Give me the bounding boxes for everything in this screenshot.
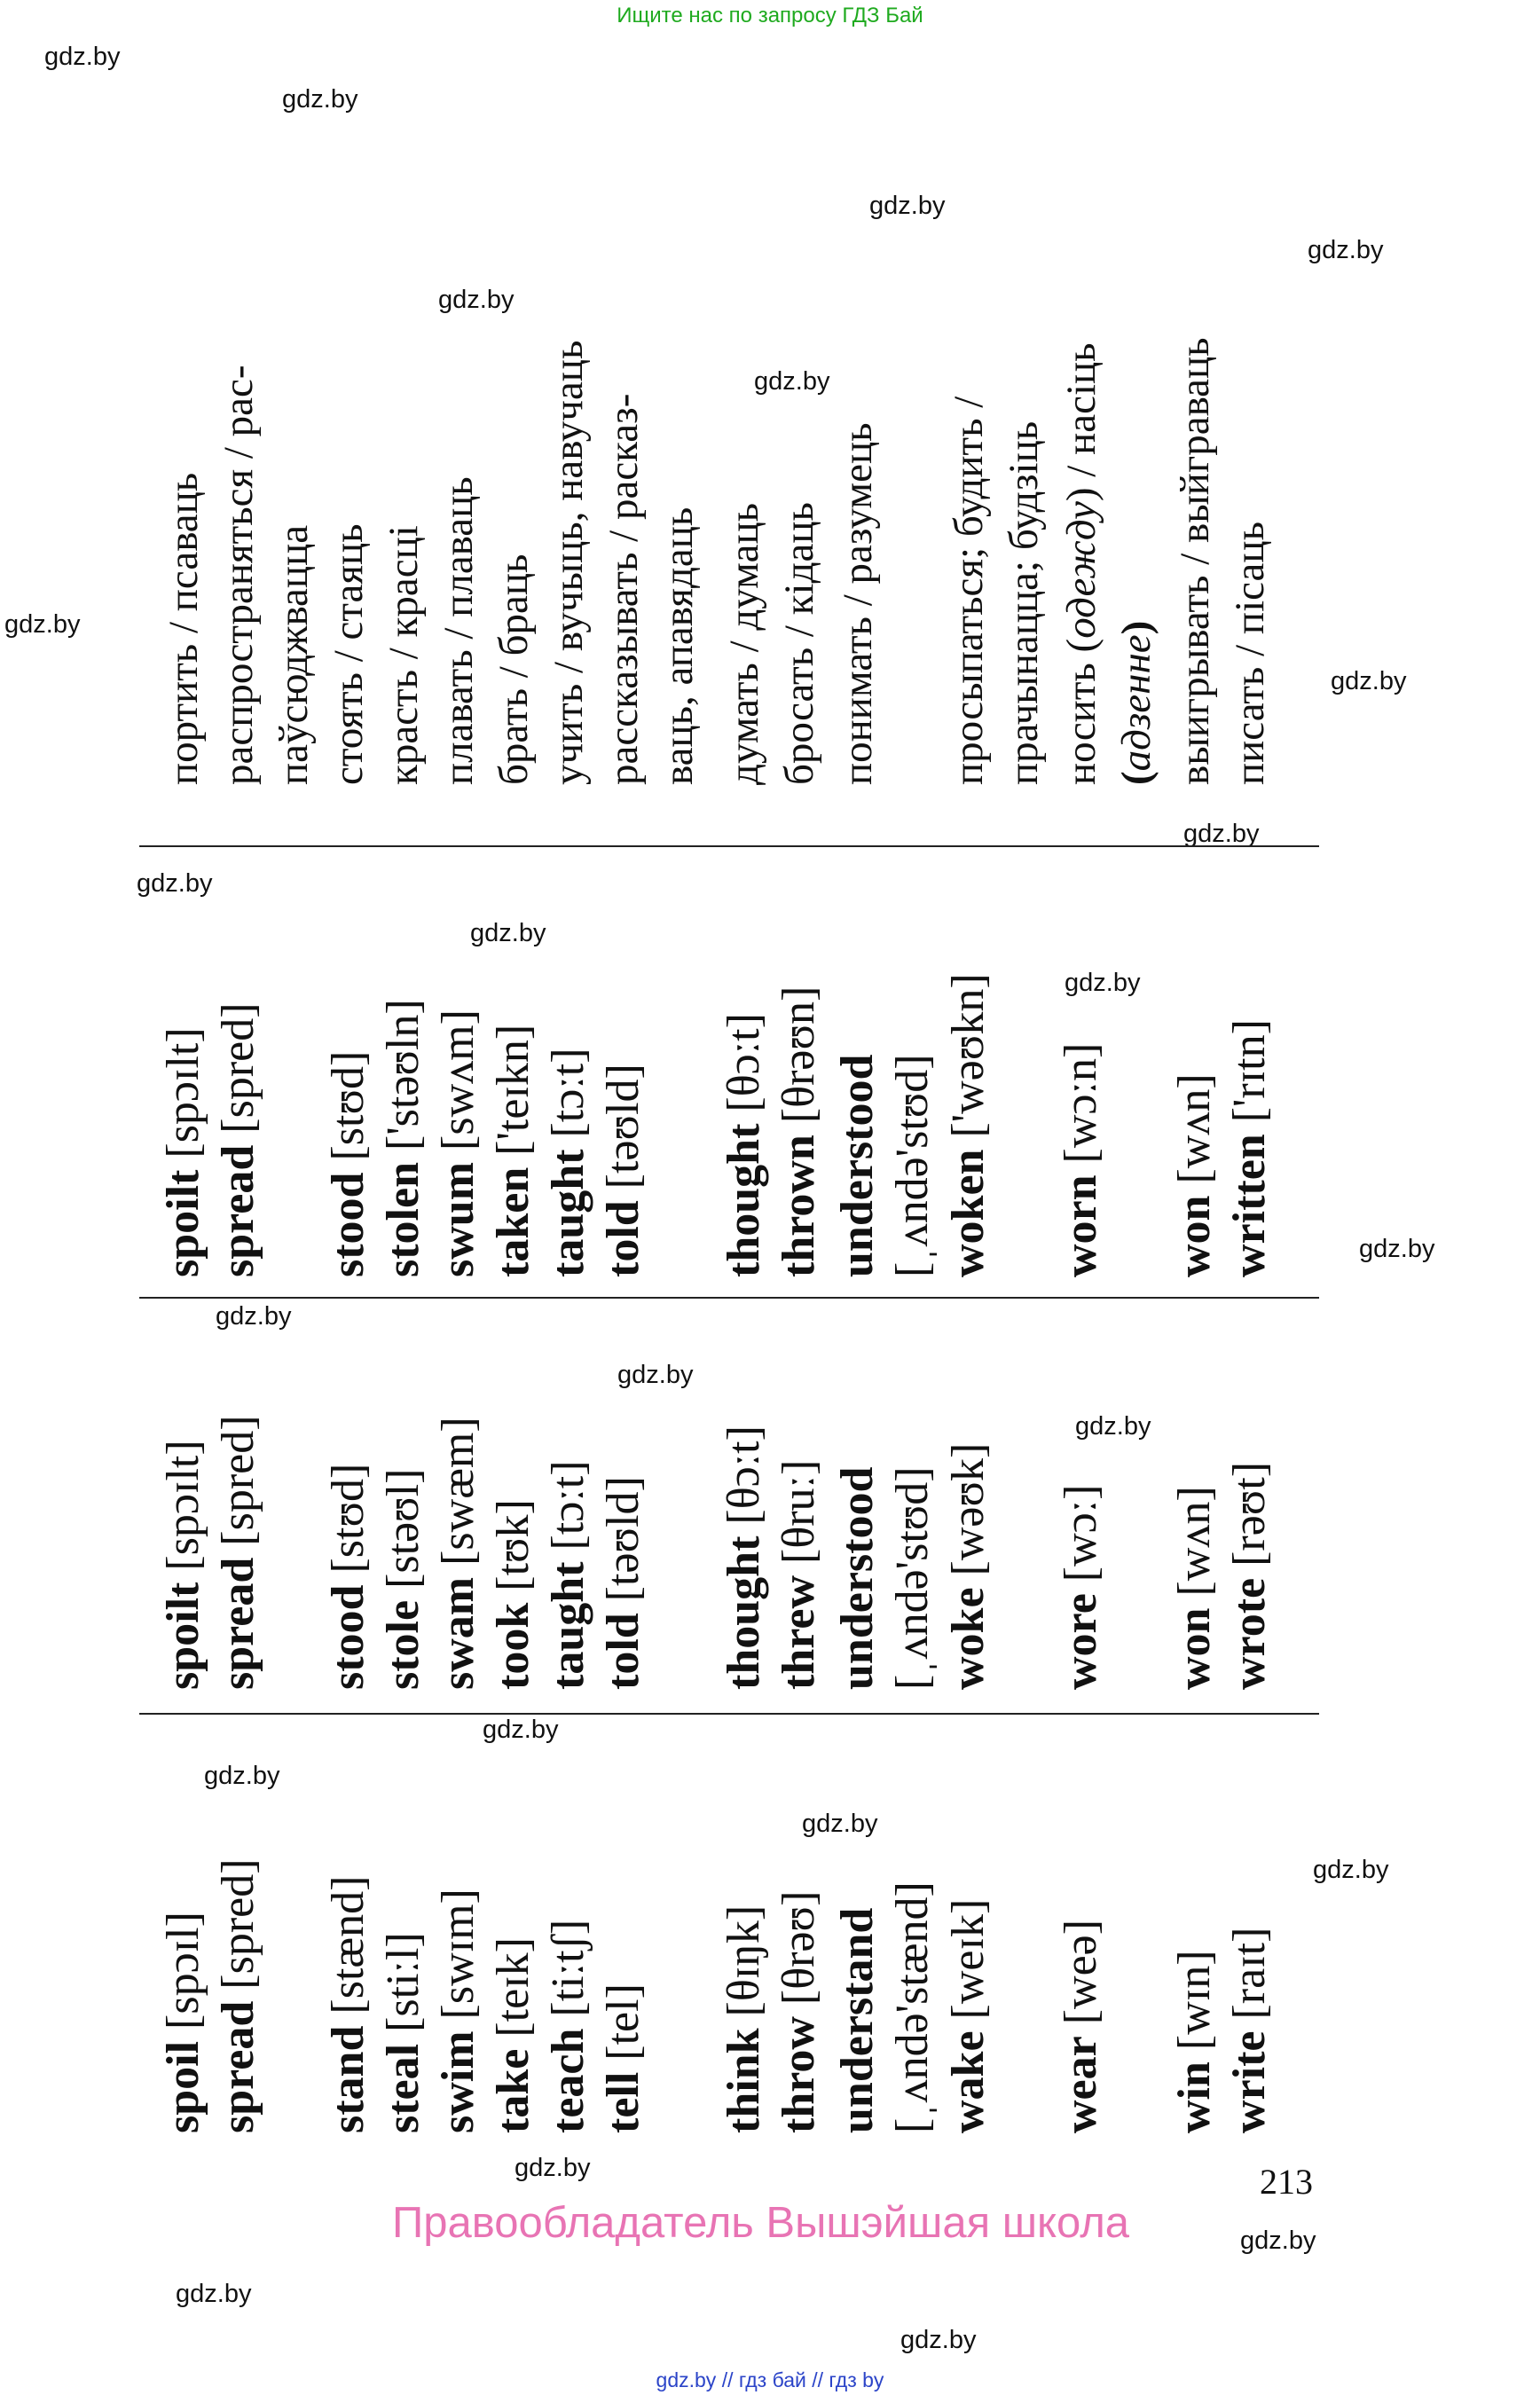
translation: учить / вучыць, навучаць xyxy=(546,340,592,785)
base-form: teach [tiːtʃ] xyxy=(543,1919,593,2133)
watermark: gdz.by xyxy=(204,1762,280,1790)
base-form: swim [swɪm] xyxy=(433,1889,483,2133)
participle-form: thought [θɔːt] xyxy=(719,1013,769,1277)
watermark: gdz.by xyxy=(515,2154,591,2182)
base-form: wear [weə] xyxy=(1056,1919,1106,2133)
past-form: spread [spred] xyxy=(213,1415,263,1690)
past-form: understood xyxy=(832,1466,883,1690)
translation: красть / красці xyxy=(381,525,427,785)
base-form: win [wɪn] xyxy=(1169,1950,1220,2133)
watermark: gdz.by xyxy=(1313,1856,1389,1884)
participle-form: taught [tɔːt] xyxy=(543,1048,593,1277)
translation: плавать / плаваць xyxy=(436,476,482,785)
translation: прачынацца; будзіць xyxy=(1001,420,1047,785)
watermark: gdz.by xyxy=(483,1716,559,1744)
page-number: 213 xyxy=(1260,2162,1313,2202)
watermark: gdz.by xyxy=(869,192,946,220)
translation: понимать / разумець xyxy=(835,422,881,785)
base-form: take [teɪk] xyxy=(488,1937,538,2133)
translation: писать / пісаць xyxy=(1227,521,1273,785)
watermark: gdz.by xyxy=(1331,667,1407,695)
base-form: steal [stiːl] xyxy=(378,1932,428,2133)
participle-form: swum [swʌm] xyxy=(433,1009,483,1277)
participle-form: understood xyxy=(832,1054,883,1277)
watermark: gdz.by xyxy=(617,1361,694,1389)
watermark: gdz.by xyxy=(137,869,213,898)
translation: выигрывать / выйграваць xyxy=(1172,337,1218,785)
participle-form: written ['rɪtn] xyxy=(1224,1019,1275,1277)
participle-form: thrown [θrəʊn] xyxy=(774,986,824,1277)
participle-form: worn [wɔːn] xyxy=(1056,1042,1106,1277)
watermark: gdz.by xyxy=(802,1810,878,1838)
watermark: gdz.by xyxy=(1065,969,1141,997)
base-form: spread [spred] xyxy=(213,1858,263,2133)
translation: просыпаться; будить / xyxy=(946,396,992,785)
watermark: gdz.by xyxy=(1075,1412,1151,1441)
watermark: gdz.by xyxy=(1240,2226,1316,2255)
copyright-notice: Правообладатель Вышэйшая школа xyxy=(392,2199,1130,2247)
watermark: gdz.by xyxy=(4,610,81,639)
past-form: wrote [rəʊt] xyxy=(1224,1461,1275,1690)
watermark: gdz.by xyxy=(1359,1235,1435,1263)
translation: портить / псаваць xyxy=(161,472,207,785)
translation: рассказывать / расказ- xyxy=(601,393,647,785)
base-form: tell [tel] xyxy=(598,1983,648,2133)
translation: (адзенне) xyxy=(1113,620,1159,785)
past-form: stood [stʊd] xyxy=(323,1463,373,1690)
translation: носить (одежду) / насіць xyxy=(1058,342,1104,785)
translation: стоять / стаяць xyxy=(326,523,372,785)
watermark: gdz.by xyxy=(216,1302,292,1331)
past-form: threw [θruː] xyxy=(774,1459,824,1690)
participle-form: stolen ['stəʊln] xyxy=(378,999,428,1277)
watermark: gdz.by xyxy=(1308,236,1384,264)
base-form: stand [stænd] xyxy=(323,1875,373,2133)
past-form: wore [wɔː] xyxy=(1056,1484,1106,1690)
base-form: think [θɪŋk] xyxy=(719,1904,769,2133)
past-form: took [tʊk] xyxy=(488,1499,538,1690)
participle-form: spread [spred] xyxy=(213,1002,263,1277)
watermark: gdz.by xyxy=(470,919,546,947)
past-form: thought [θɔːt] xyxy=(719,1425,769,1690)
base-form: spoil [spɔɪl] xyxy=(158,1912,208,2133)
base-transcription: [ˌʌndə'stænd] xyxy=(887,1881,938,2133)
participle-form: stood [stʊd] xyxy=(323,1050,373,1277)
base-form: throw [θrəʊ] xyxy=(774,1890,824,2133)
base-form: write [raɪt] xyxy=(1224,1927,1275,2133)
past-form: swam [swæm] xyxy=(433,1417,483,1690)
participle-form: taken ['teɪkn] xyxy=(488,1024,538,1277)
translation: бросать / кідаць xyxy=(776,502,822,785)
participle-form: told [təʊld] xyxy=(598,1064,648,1277)
participle-form: woken ['wəʊkn] xyxy=(943,973,994,1277)
footer-links[interactable]: gdz.by // гдз бай // гдз by xyxy=(656,2368,884,2391)
translation: распространяться / рас- xyxy=(216,365,262,785)
watermark: gdz.by xyxy=(1183,820,1260,848)
past-form: taught [tɔːt] xyxy=(543,1460,593,1690)
translation: паўсюджвацца xyxy=(271,524,317,785)
past-form: won [wʌn] xyxy=(1169,1486,1220,1690)
participle-transcription: [ˌʌndə'stʊd] xyxy=(887,1054,938,1277)
translation: думать / думаць xyxy=(721,502,767,785)
watermark: gdz.by xyxy=(754,367,830,396)
base-form: wake [weɪk] xyxy=(943,1898,994,2133)
translation: брать / браць xyxy=(491,554,537,785)
past-form: spoilt [spɔɪlt] xyxy=(158,1440,208,1690)
base-form: understand xyxy=(832,1907,883,2133)
watermark: gdz.by xyxy=(44,43,121,71)
watermark: gdz.by xyxy=(438,286,515,314)
watermark: gdz.by xyxy=(176,2280,252,2308)
irregular-verbs-table xyxy=(155,226,1362,2133)
participle-form: spoilt [spɔɪlt] xyxy=(158,1027,208,1277)
top-banner[interactable]: Ищите нас по запросу ГДЗ Бай xyxy=(617,4,923,27)
participle-form: won [wʌn] xyxy=(1169,1073,1220,1277)
past-form: woke [wəʊk] xyxy=(943,1442,994,1690)
watermark: gdz.by xyxy=(900,2326,977,2354)
watermark: gdz.by xyxy=(282,85,358,114)
past-transcription: [ˌʌndə'stʊd] xyxy=(887,1466,938,1690)
past-form: stole [stəʊl] xyxy=(378,1468,428,1690)
translation: ваць, апавядаць xyxy=(656,507,702,785)
past-form: told [təʊld] xyxy=(598,1476,648,1690)
